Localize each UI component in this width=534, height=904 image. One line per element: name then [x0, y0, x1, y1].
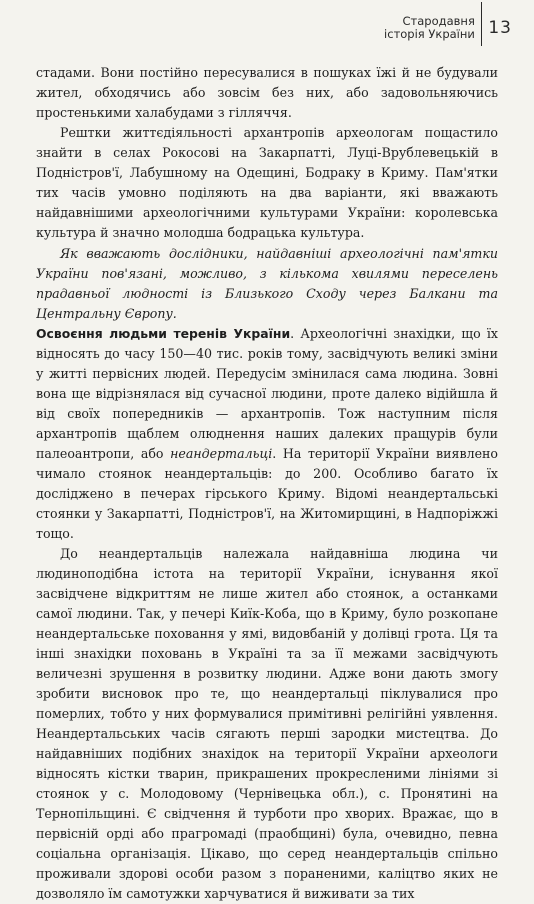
paragraph-4: До неандертальців належала найдавніша людина чи людиноподібна істота на території України, існування якої засвідчене відкриттям не лише жител або стоянок, а останками самої людини. Так, у печері Киїк-Коба, що в Криму, було розкопане неандертальське поховання у ямі, видовбаній у долівці грота. Ця та інші знахідки поховань в Україні та за її межами засвідчують величезні зрушення в розвитку людини. Адже вони дають змогу зробити висновок про те, що неандертальці піклувалися про померлих, тобто у них формувалися примітивні релігійні уявлення. Неандертальських часів сягають перші зародки мистецтва. До найдавніших подібних знахідок на території України археологи відносять кістки тварин, прикрашених прокресленими лініями зі стоянок у с. Молодовому (Чернівецька обл.), с. Пронятині на Тернопільщині. Є свідчення й турботи про хворих. Вражає, що в первісній орді або прагромаді (праобщині) була, очевидно, певна соціальна організація. Цікаво, що серед неандертальців спільно проживали здорові особи разом з пораненими, каліцтво яких не дозволяло їм самотужки харчуватися й виживати за тих	[36, 546, 498, 901]
running-header	[384, 10, 512, 46]
running-header-title	[384, 15, 481, 41]
paragraph-3-text-a: . Археологічні знахідки, що їх відносять до часу 150—40 тис. років тому, засвідчують великі зміни у житті первісних людей. Передусім змінилася сама людина. Зовні вона ще відрізнялася від сучасної людини, проте далеко відійшла й від своїх попередників — архантропів. Тож наступним після архантропів щаблем олюднення наших далеких пращурів були палеоантропи, або	[36, 326, 498, 461]
header-title-line1: Стародавня	[402, 14, 475, 28]
page-number: 13	[488, 18, 512, 38]
paragraph-3-italic-term: неандертальці	[170, 446, 273, 461]
paragraph-1: стадами. Вони постійно пересувалися в пошуках їжі й не будували жител, обходячись або зовсім без них, або задовольняючись простенькими халабудами з гілляччя.	[36, 65, 498, 120]
paragraph-3	[36, 324, 498, 544]
body-text	[36, 63, 498, 904]
italic-quote: Як вважають дослідники, найдавніші археологічні пам'ятки України пов'язані, можливо, з кількома хвилями переселень прадавньої людності із Близького Сходу через Балкани та Центральну Європу.	[36, 246, 498, 321]
section-heading: Освоєння людьми теренів України	[36, 326, 291, 341]
paragraph-2: Рештки життєдіяльності архантропів археологам пощастило знайти в селах Рокосові на Закарпатті, Луці-Врублевецькій в Подністров'ї, Лабушному на Одещині, Бодраку в Криму. Пам'ятки тих часів умовно поділяють на два варіанти, які вважають найдавнішими археологічними культурами України: королевська культура й значно молодша бодрацька культура.	[36, 125, 498, 240]
header-divider	[481, 2, 483, 46]
header-title-line2: історія України	[384, 27, 475, 41]
paragraph-3-text-b: . На території України виявлено чимало стоянок неандертальців: до 200. Особливо багато їх досліджено в печерах гірського Криму. Відомі неандертальські стоянки у Закарпатті, Подністров'ї, на Житомирщині, в Надпоріжжі тощо.	[36, 446, 498, 541]
